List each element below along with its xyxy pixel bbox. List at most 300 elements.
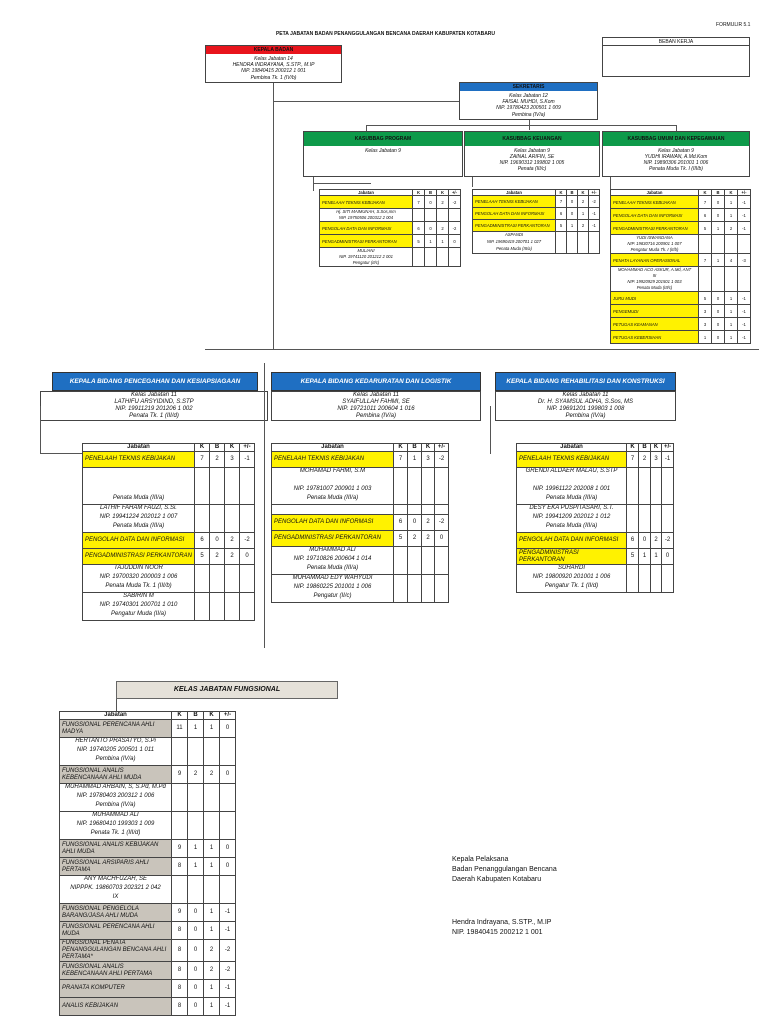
bidang-2-pangkat: Pembina (IV/a) bbox=[355, 413, 397, 419]
kebutuhan-cell: 1 bbox=[204, 998, 220, 1016]
job-row bbox=[83, 452, 255, 468]
selisih-cell: 0 bbox=[220, 858, 236, 876]
person-line bbox=[85, 477, 192, 486]
empty-cell bbox=[651, 505, 662, 533]
kelas-cell: 8 bbox=[172, 980, 188, 998]
bezetting-cell: 0 bbox=[188, 922, 204, 940]
header-cell: B bbox=[639, 444, 651, 452]
empty-cell bbox=[188, 812, 204, 840]
kebutuhan-cell: 1 bbox=[204, 980, 220, 998]
kebutuhan-cell: 1 bbox=[725, 318, 738, 331]
job-title-cell: PENELAAH TEKNIS KEBIJAKAN bbox=[272, 452, 394, 468]
empty-cell bbox=[240, 468, 255, 505]
kelas-cell: 1 bbox=[699, 331, 712, 344]
kebutuhan-cell: 3 bbox=[225, 452, 240, 468]
job-row bbox=[272, 452, 449, 468]
empty-cell bbox=[408, 575, 422, 603]
empty-cell bbox=[204, 738, 220, 766]
empty-cell bbox=[422, 575, 435, 603]
person-line: MUHAMMAD EDY WAHYUDI bbox=[292, 575, 373, 581]
bezetting-cell: 0 bbox=[188, 940, 204, 962]
person-line: ASPANDI bbox=[504, 232, 524, 237]
kebutuhan-cell: 1 bbox=[204, 858, 220, 876]
kebutuhan-cell: 1 bbox=[725, 209, 738, 222]
empty-cell bbox=[449, 248, 461, 267]
kelas-cell: 5 bbox=[394, 531, 408, 547]
person-line: NIP. 19941224 202012 1 007 bbox=[99, 514, 178, 520]
person-line: Penata Muda (III/a) bbox=[496, 246, 532, 251]
person-row bbox=[272, 547, 449, 575]
kelas-cell: 8 bbox=[172, 940, 188, 962]
table-header-row bbox=[83, 444, 255, 452]
selisih-cell: -2 bbox=[449, 222, 461, 235]
connector-sub-keu bbox=[472, 177, 473, 187]
empty-cell bbox=[422, 505, 435, 515]
job-row bbox=[60, 904, 236, 922]
person-line: Pengatur Muda Tk. I (II/b) bbox=[630, 247, 679, 252]
person-cell bbox=[60, 738, 172, 766]
selisih-cell: -2 bbox=[662, 533, 674, 549]
empty-cell bbox=[437, 248, 449, 267]
header-cell: K bbox=[437, 190, 449, 196]
empty-cell bbox=[172, 876, 188, 904]
header-cell: K bbox=[725, 190, 738, 196]
person-cell bbox=[60, 812, 172, 840]
person-line: MULIANI bbox=[357, 248, 375, 253]
header-cell: Jabatan bbox=[272, 444, 394, 452]
person-line: NIP. 19690419 200701 1 027 bbox=[486, 239, 542, 244]
empty-cell bbox=[435, 505, 449, 515]
job-title-cell: PETUGAS KEBERSIHAN bbox=[611, 331, 699, 344]
person-line: IX bbox=[112, 894, 119, 900]
kebutuhan-cell: 2 bbox=[725, 222, 738, 235]
person-line bbox=[85, 468, 192, 477]
job-row bbox=[60, 922, 236, 940]
table-fungsional bbox=[59, 711, 236, 1016]
empty-cell bbox=[639, 505, 651, 533]
bezetting-cell: 2 bbox=[639, 452, 651, 468]
empty-cell bbox=[413, 248, 425, 267]
table-bidang-2 bbox=[271, 443, 449, 603]
kepala-badan-kelas: Kelas Jabatan 14 bbox=[254, 56, 293, 62]
kelas-cell: 6 bbox=[413, 222, 425, 235]
empty-cell bbox=[425, 248, 437, 267]
selisih-cell: -1 bbox=[738, 331, 751, 344]
empty-cell bbox=[204, 876, 220, 904]
empty-cell bbox=[240, 505, 255, 533]
kelas-cell: 5 bbox=[627, 549, 639, 565]
empty-cell bbox=[413, 209, 425, 222]
person-row bbox=[517, 468, 674, 505]
empty-cell bbox=[449, 209, 461, 222]
empty-cell bbox=[578, 232, 589, 254]
empty-cell bbox=[408, 547, 422, 575]
kelas-cell: 9 bbox=[172, 766, 188, 784]
table-bidang-3 bbox=[516, 443, 674, 593]
kelas-cell: 8 bbox=[172, 858, 188, 876]
bidang-3-kelas: Kelas Jabatan 11 bbox=[562, 392, 609, 398]
empty-cell bbox=[712, 235, 725, 254]
connector-b1-left bbox=[40, 406, 41, 454]
bezetting-cell: 0 bbox=[425, 222, 437, 235]
job-title-cell: PETUGAS KEAMANAN bbox=[611, 318, 699, 331]
person-row bbox=[83, 468, 255, 505]
selisih-cell: -1 bbox=[589, 208, 600, 220]
job-row bbox=[611, 196, 751, 209]
empty-cell bbox=[195, 505, 210, 533]
person-line: Hj. SITI MAIMUNAH, S.Sos,mm bbox=[336, 209, 396, 214]
person-line: NIP. 19700320 200003 1 006 bbox=[99, 574, 178, 580]
person-line: NIP. 19780403 200312 1 006 bbox=[76, 793, 155, 799]
person-cell bbox=[60, 876, 172, 904]
person-cell bbox=[83, 468, 195, 505]
kasubbag-umum-title: KASUBBAG UMUM DAN KEPEGAWAIAN bbox=[603, 132, 749, 146]
bezetting-cell: 0 bbox=[188, 904, 204, 922]
empty-cell bbox=[627, 468, 639, 505]
kebutuhan-cell: 1 bbox=[204, 904, 220, 922]
job-title-cell: PENGOLAH DATA DAN INFORMASI bbox=[83, 533, 195, 549]
empty-cell bbox=[662, 505, 674, 533]
person-cell bbox=[611, 267, 699, 292]
kasubbag-umum-nip: NIP. 19890306 201001 1 006 bbox=[643, 160, 709, 166]
kasubbag-umum-pangkat: Penata Muda Tk. I (III/b) bbox=[649, 166, 703, 172]
kasubbag-keuangan-pangkat: Penata (III/c) bbox=[517, 166, 547, 172]
empty-cell bbox=[712, 267, 725, 292]
bezetting-cell: 0 bbox=[639, 533, 651, 549]
kebutuhan-cell: 3 bbox=[422, 452, 435, 468]
kebutuhan-cell: 1 bbox=[725, 196, 738, 209]
person-row bbox=[272, 505, 449, 515]
selisih-cell: -1 bbox=[220, 998, 236, 1016]
person-line: NIP. 19741120 201212 2 001 bbox=[339, 254, 393, 259]
connector-b1-h bbox=[40, 453, 82, 454]
person-line: MUHAMMAD ARBAIN, S, S.Pd, M.Pd bbox=[65, 784, 166, 790]
kasubbag-program-title: KASUBBAG PROGRAM bbox=[304, 132, 462, 146]
bezetting-cell: 0 bbox=[567, 208, 578, 220]
empty-cell bbox=[195, 565, 210, 593]
kebutuhan-cell: 1 bbox=[578, 208, 589, 220]
person-line: MOHAMAD FAHMI, S.M bbox=[299, 468, 366, 474]
bidang-3-nip: NIP. 19691201 199803 1 008 bbox=[546, 406, 625, 412]
job-row bbox=[517, 452, 674, 468]
empty-cell bbox=[204, 784, 220, 812]
empty-cell bbox=[435, 547, 449, 575]
person-cell bbox=[320, 248, 413, 267]
form-number: FORMULIR 5.1 bbox=[716, 22, 751, 28]
bidang-2-kelas: Kelas Jabatan 11 bbox=[353, 392, 399, 398]
kasubbag-keuangan-kelas: Kelas Jabatan 9 bbox=[514, 148, 550, 154]
kebutuhan-cell: 1 bbox=[725, 292, 738, 305]
empty-cell bbox=[662, 565, 674, 593]
selisih-cell: -1 bbox=[738, 196, 751, 209]
bidang-2-name: SYAIFULLAH FAHMI, SE bbox=[342, 399, 410, 405]
person-line: NIPPPK. 19860703 202321 2 042 bbox=[70, 885, 161, 891]
person-line: Penata Muda (III/a) bbox=[545, 495, 598, 501]
job-title-cell: PENGOLAH DATA DAN INFORMASI bbox=[517, 533, 627, 549]
kebutuhan-cell: 2 bbox=[204, 962, 220, 980]
header-cell: B bbox=[567, 190, 578, 196]
job-row bbox=[611, 209, 751, 222]
header-cell: K bbox=[651, 444, 662, 452]
person-line: YUDI ISWANDANA bbox=[636, 235, 673, 240]
bezetting-cell: 2 bbox=[188, 766, 204, 784]
person-line: Penata Muda (III/a) bbox=[545, 523, 598, 529]
kasubbag-program-kelas: Kelas Jabatan 9 bbox=[365, 148, 401, 154]
header-cell: +/- bbox=[449, 190, 461, 196]
job-row bbox=[60, 940, 236, 962]
job-row bbox=[320, 235, 461, 248]
job-title-cell: FUNGSIONAL PERENCANA AHLI MUDA bbox=[60, 922, 172, 940]
header-cell: K bbox=[578, 190, 589, 196]
person-line: NIP. 19781007 200901 1 003 bbox=[293, 486, 372, 492]
header-cell: B bbox=[210, 444, 225, 452]
table-header-row bbox=[272, 444, 449, 452]
header-cell: +/- bbox=[220, 712, 236, 720]
job-title-cell: PENGADMINISTRASI PERKANTORAN bbox=[320, 235, 413, 248]
kasubbag-umum-box bbox=[602, 131, 750, 177]
bezetting-cell: 1 bbox=[425, 235, 437, 248]
empty-cell bbox=[220, 812, 236, 840]
bidang-3-name: Dr. H. SYAMSUL ADHA, S.Sos, MS bbox=[537, 399, 634, 405]
person-cell bbox=[83, 593, 195, 621]
kelas-cell: 6 bbox=[195, 533, 210, 549]
fungsional-title: KELAS JABATAN FUNGSIONAL bbox=[116, 681, 338, 699]
person-line: TAJUDDIN NOOR bbox=[114, 565, 163, 571]
person-line: LATHIF FAHAM FAUZI, S.Si. bbox=[100, 505, 177, 511]
empty-cell bbox=[195, 593, 210, 621]
kebutuhan-cell: 2 bbox=[578, 220, 589, 232]
empty-cell bbox=[422, 547, 435, 575]
person-line bbox=[274, 477, 391, 486]
job-row bbox=[83, 549, 255, 565]
kebutuhan-cell: 1 bbox=[204, 720, 220, 738]
kelas-cell: 5 bbox=[195, 549, 210, 565]
empty-cell bbox=[188, 738, 204, 766]
kelas-cell: 6 bbox=[699, 209, 712, 222]
person-line: NIP. 19830716 200901 1 007 bbox=[627, 241, 682, 246]
kelas-cell: 8 bbox=[172, 962, 188, 980]
person-line: Pengatur (II/c) bbox=[313, 593, 352, 599]
signature-name: Hendra Indrayana, S.STP., M.IP bbox=[452, 919, 552, 926]
empty-cell bbox=[394, 468, 408, 505]
empty-cell bbox=[225, 468, 240, 505]
kelas-cell: 7 bbox=[699, 254, 712, 267]
empty-cell bbox=[435, 468, 449, 505]
kelas-cell: 6 bbox=[627, 533, 639, 549]
sekretaris-box bbox=[459, 82, 598, 120]
connector-bidang-bar bbox=[205, 349, 759, 350]
empty-cell bbox=[225, 505, 240, 533]
kasubbag-keuangan-box bbox=[464, 131, 600, 177]
bezetting-cell: 1 bbox=[712, 222, 725, 235]
job-row bbox=[60, 858, 236, 876]
empty-cell bbox=[725, 267, 738, 292]
job-row bbox=[611, 331, 751, 344]
bezetting-cell: 0 bbox=[712, 292, 725, 305]
header-cell: Jabatan bbox=[517, 444, 627, 452]
empty-cell bbox=[225, 565, 240, 593]
selisih-cell: -1 bbox=[738, 209, 751, 222]
job-title-cell: PENELAAH TEKNIS KEBIJAKAN bbox=[611, 196, 699, 209]
signature-nip: NIP. 19840415 200212 1 001 bbox=[452, 929, 543, 936]
signature-line1: Kepala Pelaksana bbox=[452, 856, 509, 863]
person-line: NIP. 19920929 201501 1 003 bbox=[627, 279, 682, 284]
person-cell bbox=[83, 565, 195, 593]
kebutuhan-cell: 2 bbox=[225, 549, 240, 565]
bezetting-cell: 0 bbox=[712, 209, 725, 222]
header-cell: +/- bbox=[589, 190, 600, 196]
job-title-cell: ANALIS KEBIJAKAN bbox=[60, 998, 172, 1016]
job-row bbox=[60, 980, 236, 998]
kelas-cell: 7 bbox=[627, 452, 639, 468]
selisih-cell: -1 bbox=[662, 452, 674, 468]
kepala-badan-name: HENDRA INDRAYANA, S.STP., M.IP bbox=[232, 62, 315, 68]
job-row bbox=[611, 305, 751, 318]
empty-cell bbox=[425, 209, 437, 222]
empty-cell bbox=[210, 468, 225, 505]
header-cell: +/- bbox=[240, 444, 255, 452]
empty-cell bbox=[240, 593, 255, 621]
kelas-cell: 7 bbox=[556, 196, 567, 208]
kelas-cell: 6 bbox=[556, 208, 567, 220]
kebutuhan-cell: 2 bbox=[651, 533, 662, 549]
bidang-1-kelas: Kelas Jabatan 11 bbox=[131, 392, 177, 398]
person-line: ANY MACHFUZAH, SE bbox=[84, 876, 147, 882]
person-row bbox=[272, 575, 449, 603]
bidang-3-info bbox=[495, 391, 676, 421]
bezetting-cell: 1 bbox=[567, 220, 578, 232]
empty-cell bbox=[188, 876, 204, 904]
bezetting-cell: 0 bbox=[712, 305, 725, 318]
kepala-badan-title: KEPALA BADAN bbox=[206, 46, 341, 54]
header-cell: +/- bbox=[435, 444, 449, 452]
header-cell: B bbox=[712, 190, 725, 196]
header-cell: B bbox=[425, 190, 437, 196]
kelas-cell: 7 bbox=[413, 196, 425, 209]
job-row bbox=[517, 549, 674, 565]
empty-cell bbox=[204, 812, 220, 840]
bidang-3-pangkat: Pembina (IV/a) bbox=[565, 413, 606, 419]
bezetting-cell: 0 bbox=[188, 980, 204, 998]
empty-cell bbox=[639, 468, 651, 505]
empty-cell bbox=[589, 232, 600, 254]
person-line: NIP. 19740301 200701 1 010 bbox=[99, 602, 178, 608]
kelas-cell: 9 bbox=[172, 840, 188, 858]
empty-cell bbox=[725, 235, 738, 254]
person-line: SUHARDI bbox=[557, 565, 585, 571]
bezetting-cell: 2 bbox=[210, 452, 225, 468]
kasubbag-umum-kelas: Kelas Jabatan 9 bbox=[658, 148, 694, 154]
job-title-cell: PENELAAH TEKNIS KEBIJAKAN bbox=[473, 196, 556, 208]
bezetting-cell: 0 bbox=[425, 196, 437, 209]
selisih-cell: -2 bbox=[220, 940, 236, 962]
person-line: Pengatur Muda (II/a) bbox=[110, 611, 167, 617]
bezetting-cell: 0 bbox=[210, 533, 225, 549]
kepala-badan-pangkat: Pembina Tk. 1 (IV/b) bbox=[250, 75, 297, 81]
selisih-cell: -1 bbox=[589, 220, 600, 232]
kelas-cell: 3 bbox=[699, 305, 712, 318]
job-title-cell: FUNGSIONAL ANALIS KEBENCANAAN AHLI PERTAMA bbox=[60, 962, 172, 980]
header-cell: K bbox=[413, 190, 425, 196]
kelas-cell: 5 bbox=[699, 222, 712, 235]
connector-kasubbag bbox=[366, 125, 676, 126]
empty-cell bbox=[210, 565, 225, 593]
header-cell: K bbox=[204, 712, 220, 720]
job-title-cell: FUNGSIONAL PENATA PENANGGULANGAN BENCANA AHLI PERTAMA* bbox=[60, 940, 172, 962]
kebutuhan-cell: 2 bbox=[578, 196, 589, 208]
bezetting-cell: 0 bbox=[712, 318, 725, 331]
header-cell: K bbox=[225, 444, 240, 452]
empty-cell bbox=[422, 468, 435, 505]
person-line: Penata Muda (III/a) bbox=[306, 565, 359, 571]
job-title-cell: FUNGSIONAL PERENCANA AHLI MADYA bbox=[60, 720, 172, 738]
job-title-cell: PENGADMINISTRASI PERKANTORAN bbox=[473, 220, 556, 232]
job-title-cell: FUNGSIONAL ARSIPARIS AHLI PERTAMA bbox=[60, 858, 172, 876]
bezetting-cell: 1 bbox=[639, 549, 651, 565]
person-line bbox=[519, 477, 624, 486]
person-row bbox=[611, 267, 751, 292]
job-title-cell: PRANATA KOMPUTER bbox=[60, 980, 172, 998]
job-title-cell: FUNGSIONAL ANALIS KEBENCANAAN AHLI MUDA bbox=[60, 766, 172, 784]
header-cell: K bbox=[699, 190, 712, 196]
connector-center-v bbox=[264, 363, 265, 648]
kelas-cell: 8 bbox=[172, 998, 188, 1016]
person-row bbox=[517, 565, 674, 593]
job-row bbox=[60, 766, 236, 784]
job-row bbox=[320, 196, 461, 209]
person-cell bbox=[272, 505, 394, 515]
kebutuhan-cell: 1 bbox=[204, 840, 220, 858]
header-cell: K bbox=[195, 444, 210, 452]
table-header-row bbox=[60, 712, 236, 720]
page-title: PETA JABATAN BADAN PENANGGULANGAN BENCANA DAERAH KABUPATEN KOTABARU bbox=[275, 31, 496, 37]
job-row bbox=[83, 533, 255, 549]
empty-cell bbox=[172, 812, 188, 840]
selisih-cell: -2 bbox=[449, 196, 461, 209]
empty-cell bbox=[408, 505, 422, 515]
job-row bbox=[473, 196, 600, 208]
person-line: NIP. 19740205 200501 1 011 bbox=[76, 747, 155, 753]
kelas-cell: 5 bbox=[413, 235, 425, 248]
person-line: NIP. 19750506 200312 2 004 bbox=[338, 215, 394, 220]
person-line bbox=[85, 486, 192, 495]
bidang-2-nip: NIP. 19721011 200604 1 016 bbox=[337, 406, 415, 412]
empty-cell bbox=[639, 565, 651, 593]
person-line: NIP. 19860225 201001 1 006 bbox=[293, 584, 372, 590]
job-title-cell: PENGOLAH DATA DAN INFORMASI bbox=[320, 222, 413, 235]
job-row bbox=[473, 220, 600, 232]
selisih-cell: -2 bbox=[220, 962, 236, 980]
empty-cell bbox=[662, 468, 674, 505]
person-row bbox=[60, 876, 236, 904]
kebutuhan-cell: 2 bbox=[204, 940, 220, 962]
person-line: NIP. 19941209 202012 1 012 bbox=[532, 514, 611, 520]
job-row bbox=[611, 222, 751, 235]
empty-cell bbox=[394, 547, 408, 575]
sekretaris-kelas: Kelas Jabatan 12 bbox=[509, 93, 548, 99]
beban-kerja-label: BEBAN KERJA bbox=[603, 39, 749, 46]
kebutuhan-cell: 2 bbox=[204, 766, 220, 784]
kelas-cell: 6 bbox=[394, 515, 408, 531]
person-cell bbox=[320, 209, 413, 222]
kelas-cell: 7 bbox=[195, 452, 210, 468]
selisih-cell: -1 bbox=[738, 292, 751, 305]
header-cell: +/- bbox=[662, 444, 674, 452]
person-cell bbox=[517, 468, 627, 505]
sekretaris-pangkat: Pembina (IV/a) bbox=[511, 112, 546, 118]
selisih-cell: 0 bbox=[435, 531, 449, 547]
person-line: MUHAMMAD ALI bbox=[92, 812, 139, 818]
